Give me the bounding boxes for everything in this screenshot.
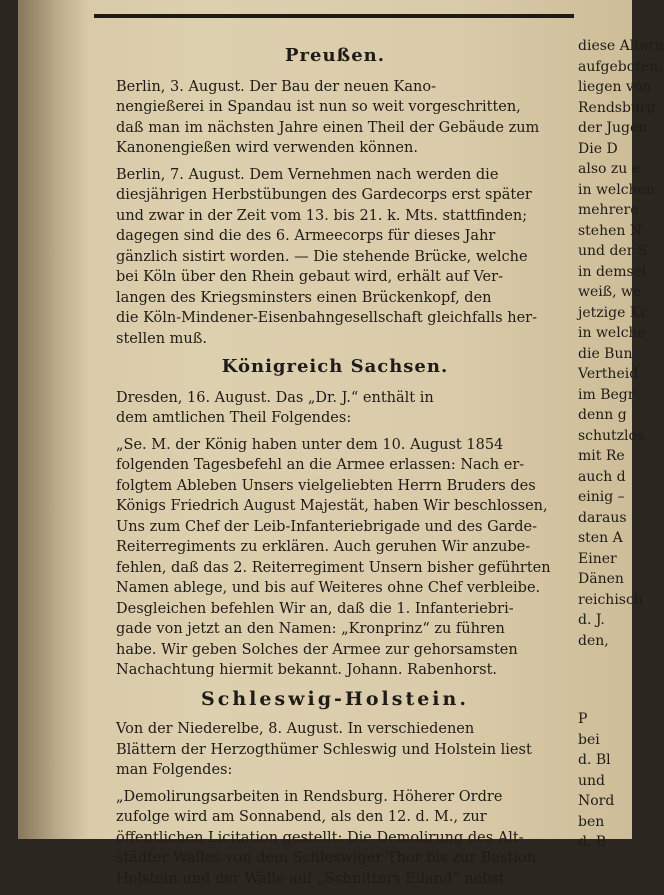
text-line: die Köln-Mindener-Eisenbahngesellschaft gleichfalls her- — [116, 310, 537, 326]
side-text-fragment: sten A — [578, 530, 623, 546]
side-text-fragment: mehrere — [578, 202, 639, 218]
text-line: langen des Kriegsminsters einen Brückenkopf, den — [116, 289, 492, 306]
section-heading: Preußen. — [284, 45, 386, 66]
text-line: stellen muß. — [116, 330, 208, 347]
side-text-fragment: Rendsburg — [578, 99, 656, 116]
article-paragraph — [100, 77, 570, 159]
text-line: Berlin, 7. August. Dem Vernehmen nach werden die — [116, 166, 499, 183]
side-text-fragment: d. Bl — [578, 752, 611, 768]
text-line: folgtem Ableben Unsers vielgeliebten Herrn Bruders des — [116, 477, 536, 494]
text-line: städter Walles von dem Schleswiger Thor bis zur Bastion — [116, 850, 536, 866]
side-text-fragment: ben — [578, 813, 605, 830]
side-column — [578, 36, 664, 853]
text-line: dem amtlichen Theil Folgendes: — [116, 410, 352, 426]
side-text-fragment: stehen N — [578, 222, 643, 239]
side-text-fragment: und der S — [578, 243, 648, 259]
article-paragraph — [100, 719, 570, 781]
text-line: Von der Niederelbe, 8. August. In verschiedenen — [116, 721, 475, 737]
text-line: Namen ablege, und bis auf Weiteres ohne Chef verbleibe. — [116, 580, 541, 596]
main-column — [100, 38, 570, 895]
text-line: diesjährigen Herbstübungen des Gardecorps erst später — [116, 187, 532, 203]
text-line: dagegen sind die des 6. Armeecorps für dieses Jahr — [116, 228, 496, 244]
side-text-fragment: schutzlos — [578, 427, 645, 444]
newspaper-page — [18, 0, 664, 887]
side-text-fragment: der Jugen — [578, 120, 648, 136]
side-column-gap — [578, 651, 658, 709]
text-line: fehlen, daß das 2. Reiterregiment Unsern bisher geführten — [116, 559, 551, 576]
section-heading: Schleswig-Holstein. — [201, 687, 469, 710]
side-text-fragment: im Begr — [578, 386, 635, 403]
side-text-fragment: weiß, we — [578, 284, 642, 300]
text-line: Desgleichen befehlen Wir an, daß die 1. Infanteriebri- — [116, 600, 514, 617]
side-text-fragment: mit Re — [578, 448, 625, 464]
text-line: „Se. M. der König haben unter dem 10. August 1854 — [116, 436, 504, 453]
text-line: Reiterregiments zu erklären. Auch geruhen Wir anzube- — [116, 539, 531, 555]
side-text-fragment: Nord — [578, 793, 615, 809]
top-rule — [94, 14, 574, 18]
side-text-fragment: diese Altern — [578, 38, 664, 54]
text-line: Berlin, 3. August. Der Bau der neuen Kano- — [116, 78, 436, 95]
article-paragraph — [100, 787, 570, 890]
text-line: zufolge wird am Sonnabend, als den 12. d. M., zur — [116, 809, 487, 825]
text-line: Uns zum Chef der Leib-Infanteriebrigade und des Garde- — [116, 518, 537, 535]
text-line: Königs Friedrich August Majestät, haben Wir beschlossen, — [116, 498, 548, 514]
side-text-fragment: reichisch — [578, 591, 643, 608]
page-gutter-shadow — [18, 0, 88, 839]
text-line: daß man im nächsten Jahre einen Theil der Gebäude zum — [116, 119, 540, 136]
side-text-fragment: Dänen — [578, 571, 624, 587]
text-line: nengießerei in Spandau ist nun so weit vorgeschritten, — [116, 99, 521, 115]
side-text-fragment: daraus — [578, 509, 627, 526]
side-text-fragment: aufgeboten. — [578, 58, 663, 75]
side-text-fragment: und — [578, 772, 605, 789]
text-line: gänzlich sistirt worden. — Die stehende Brücke, welche — [116, 248, 528, 265]
text-line: man Folgendes: — [116, 762, 233, 778]
side-text-fragment: jetzige Kr — [578, 304, 647, 321]
side-text-fragment: P — [578, 711, 588, 727]
text-line: Blättern der Herzogthümer Schleswig und Holstein liest — [116, 741, 532, 758]
article-paragraph — [100, 435, 570, 681]
side-text-fragment: in welche — [578, 325, 646, 341]
side-text-fragment: denn g — [578, 407, 627, 423]
side-text-fragment: liegen von — [578, 79, 652, 95]
text-line: Nachachtung hiermit bekannt. Johann. Rabenhorst. — [116, 662, 498, 678]
side-text-fragment: Die D — [578, 140, 618, 157]
side-text-fragment: auch d — [578, 468, 626, 485]
text-line: „Demolirungsarbeiten in Rendsburg. Höherer Ordre — [116, 788, 503, 805]
side-text-fragment: d. J. — [578, 612, 605, 628]
side-text-fragment: den, — [578, 632, 609, 649]
side-text-fragment: Vertheid — [578, 366, 639, 382]
side-text-fragment: die Bun — [578, 345, 633, 362]
side-text-fragment: in demsel — [578, 263, 647, 280]
section-heading: Königreich Sachsen. — [221, 356, 449, 377]
side-text-fragment: Einer — [578, 550, 617, 567]
article-paragraph — [100, 165, 570, 350]
text-line: Kanonengießen wird verwenden können. — [116, 140, 418, 156]
text-line: habe. Wir geben Solches der Armee zur gehorsamsten — [116, 641, 518, 658]
side-text-fragment: also zu e — [578, 161, 641, 177]
text-line: öffentlichen Licitation gestellt: Die Demolirung des Alt- — [116, 829, 524, 846]
side-text-fragment: einig – — [578, 489, 625, 505]
side-text-fragment: in welchen — [578, 181, 655, 198]
side-text-fragment: d. B — [578, 834, 607, 850]
text-line: gade von jetzt an den Namen: „Kronprinz“ zu führen — [116, 621, 505, 637]
text-line: bei Köln über den Rhein gebaut wird, erhält auf Ver- — [116, 269, 503, 285]
text-line: und zwar in der Zeit vom 13. bis 21. k. Mts. stattfinden; — [116, 207, 528, 224]
text-line: folgenden Tagesbefehl an die Armee erlassen: Nach er- — [116, 457, 525, 473]
text-line: Dresden, 16. August. Das „Dr. J.“ enthält in — [116, 389, 434, 406]
side-text-fragment: bei — [578, 731, 600, 748]
text-line: Holstein und der Wälle auf „Schnitters Eiland“ nebst — [116, 870, 505, 887]
article-paragraph — [100, 388, 570, 429]
